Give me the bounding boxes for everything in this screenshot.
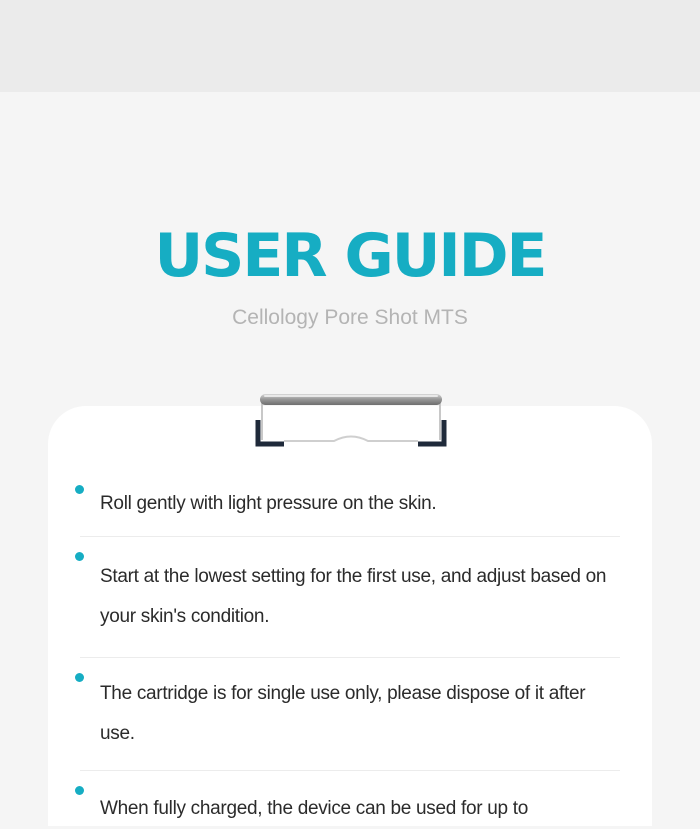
top-band xyxy=(0,0,700,92)
bullet-dot-icon xyxy=(75,552,84,561)
bullet-dot-icon xyxy=(75,786,84,795)
bullet-dot-icon xyxy=(75,485,84,494)
list-item xyxy=(80,537,620,657)
guide-list xyxy=(80,470,620,829)
clipboard-clip-icon xyxy=(254,388,448,450)
product-subtitle: Cellology Pore Shot MTS xyxy=(232,306,468,329)
list-item-text: Roll gently with light pressure on the skin. xyxy=(100,493,437,514)
list-item-text: Start at the lowest setting for the first use, and adjust based on your skin's condition. xyxy=(100,566,607,627)
list-item xyxy=(80,658,620,770)
list-item-text: The cartridge is for single use only, please dispose of it after use. xyxy=(100,683,586,744)
list-item xyxy=(80,470,620,536)
list-item-text: When fully charged, the device can be used for up to xyxy=(100,798,529,819)
bullet-dot-icon xyxy=(75,673,84,682)
page-title: USER GUIDE xyxy=(154,221,546,291)
list-item xyxy=(80,771,620,829)
